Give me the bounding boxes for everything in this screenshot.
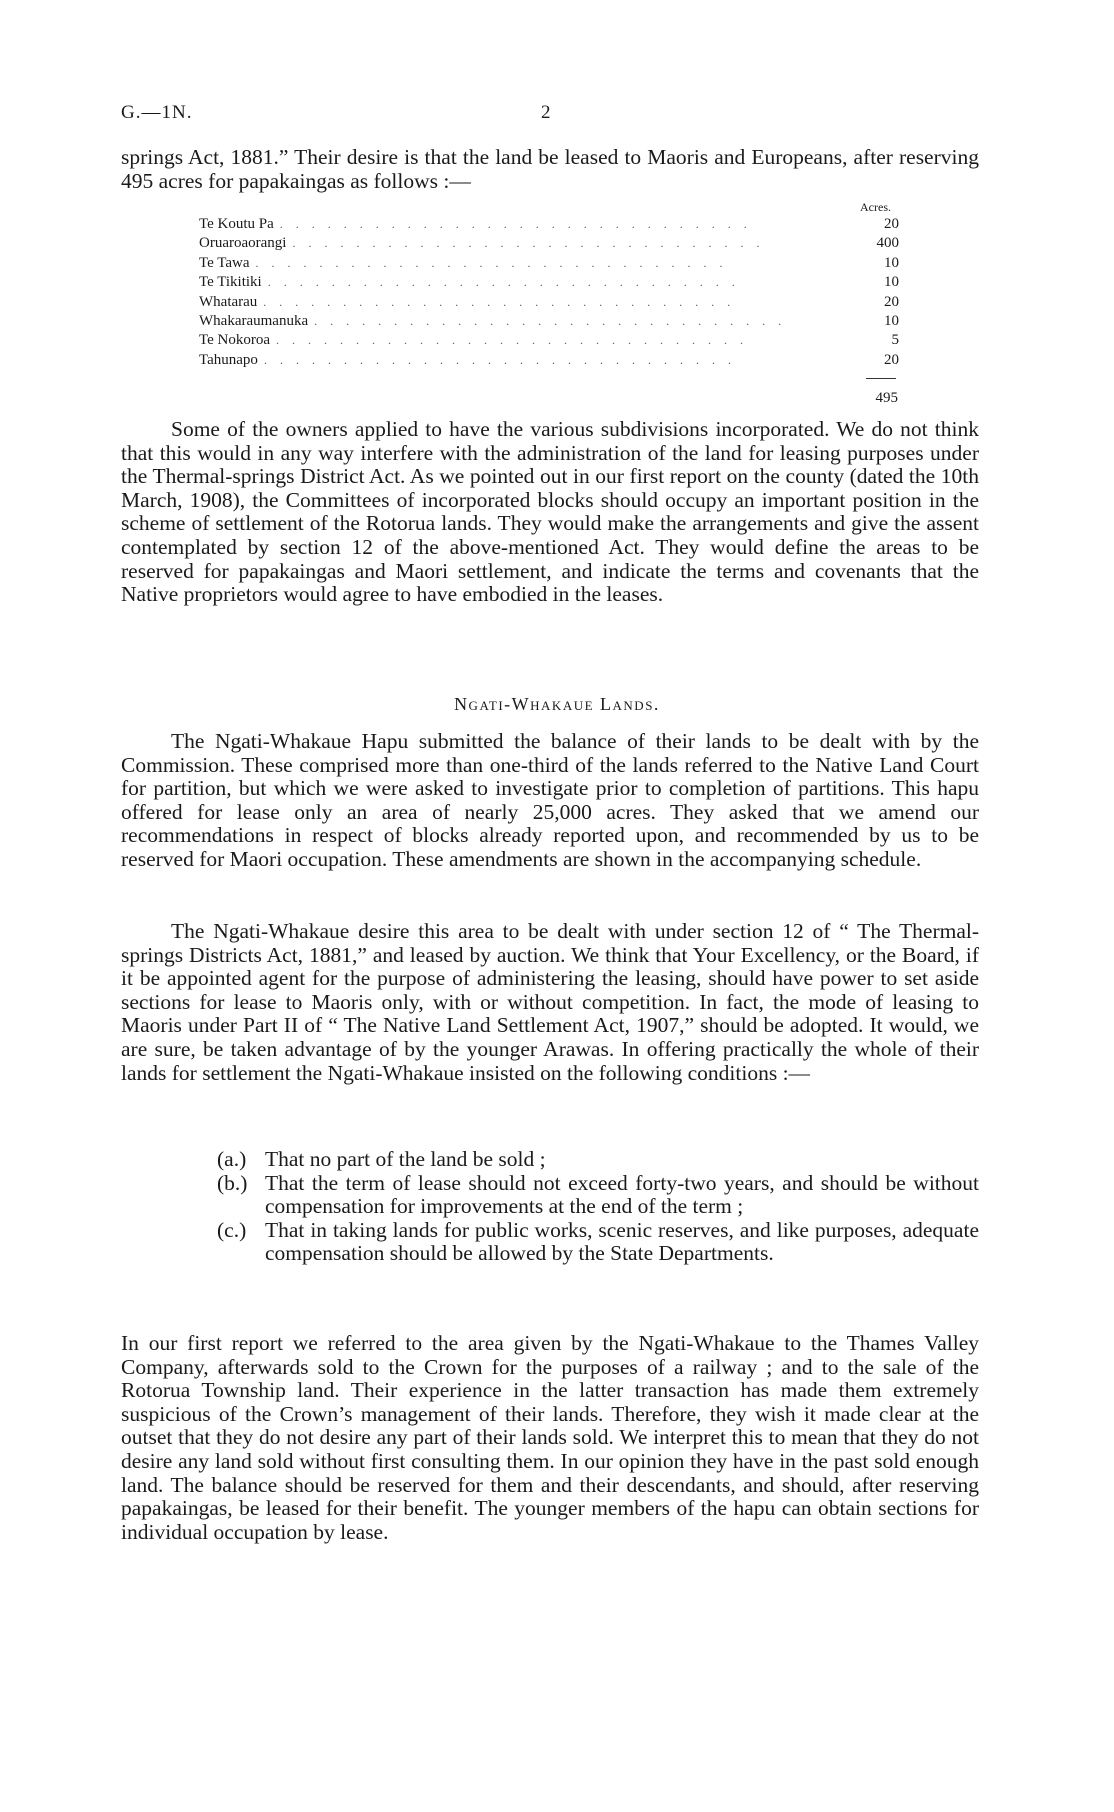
schedule-acres-value: 20 <box>884 293 899 310</box>
condition-text: That no part of the land be sold ; <box>265 1147 546 1171</box>
schedule-row <box>199 351 899 370</box>
leader-dots: . . . . . . . . . . . . . . . . . . . . . . . . . . . . . . <box>314 313 787 328</box>
paragraph-desire: The Ngati-Whakaue desire this area to be dealt with under section 12 of “ The Thermal-springs Districts Act, 1881,” and leased by auction. We think that Your Excellency, or the Board, if it be appointed agent for the purpose of administering the leasing, should have power to set aside sections for lease to Maoris only, with or without competition. In fact, the mode of leasing to Maoris under Part II of “ The Native Land Settlement Act, 1907,” should be adopted. It would, we are sure, be taken advantage of by the younger Arawas. In offering practically the whole of their lands for settlement the Ngati-Whakaue insisted on the following conditions :— <box>121 919 979 1085</box>
schedule-acres-value: 10 <box>884 312 899 329</box>
schedule-block-name: Tahunapo <box>199 351 258 368</box>
schedule-block-name: Whatarau <box>199 293 258 310</box>
page-number: 2 <box>541 102 551 123</box>
papakainga-schedule <box>199 215 899 370</box>
leader-dots: . . . . . . . . . . . . . . . . . . . . . . . . . . . . . . <box>292 236 765 251</box>
schedule-acres-value: 20 <box>884 351 899 368</box>
schedule-block-name: Te Tawa <box>199 254 250 271</box>
leader-dots: . . . . . . . . . . . . . . . . . . . . . . . . . . . . . . <box>279 217 752 231</box>
schedule-row <box>199 273 899 292</box>
schedule-acres-value: 5 <box>891 332 899 349</box>
condition-marker: (b.) <box>217 1170 248 1195</box>
paragraph-hapu: The Ngati-Whakaue Hapu submitted the balance of their lands to be dealt with by the Commission. These comprised more than one-third of the lands referred to the Native Land Court for partition, but which we were asked to investigate prior to completion of partitions. This hapu offered for lease only an area of nearly 25,000 acres. They asked that we amend our recommendations in respect of blocks already reported upon, and recommended by us to be reserved for Maori occupation. These amendments are shown in the accompanying schedule. <box>121 729 979 871</box>
schedule-block-name: Te Tikitiki <box>199 274 262 291</box>
condition-text: That in taking lands for public works, scenic reserves, and like purposes, adequate compensation should be allowed by the State Departments. <box>265 1217 979 1266</box>
schedule-row <box>199 312 899 331</box>
schedule-block-name: Te Koutu Pa <box>199 216 274 232</box>
condition-item <box>217 1148 979 1172</box>
leader-dots: . . . . . . . . . . . . . . . . . . . . . . . . . . . . . . <box>263 294 736 309</box>
schedule-row <box>199 293 899 312</box>
intro-paragraph: springs Act, 1881.” Their desire is that the land be leased to Maoris and Europeans, after reserving 495 acres for papakaingas as follows :— <box>121 145 979 193</box>
leader-dots: . . . . . . . . . . . . . . . . . . . . . . . . . . . . . . <box>267 275 740 290</box>
schedule-acres-value: 400 <box>876 235 899 252</box>
leader-dots: . . . . . . . . . . . . . . . . . . . . . . . . . . . . . . <box>255 255 728 270</box>
schedule-acres-value: 20 <box>884 216 899 232</box>
schedule-block-name: Oruaroaorangi <box>199 235 287 252</box>
conditions-list <box>217 1148 979 1266</box>
paragraph-first-report: In our first report we referred to the area given by the Ngati-Whakaue to the Thames Valley Company, afterwards sold to the Crown for the purposes of a railway ; and to the sale of the Rotorua Township land. Their experience in the latter transaction has made them extremely suspicious of the Crown’s management of their lands. Therefore, they wish it made clear at the outset that they do not desire any part of their lands sold. We interpret this to mean that they do not desire any land sold without first consulting them. In our opinion they have in the past sold enough land. The balance should be reserved for them and their descendants, and should, after reserving papakaingas, be leased for their benefit. The younger members of the hapu can obtain sections for individual occupation by lease. <box>121 1331 979 1544</box>
paragraph-incorporation: Some of the owners applied to have the various subdivisions incorporated. We do not think that this would in any way interfere with the administration of the land for leasing purposes under the Thermal-springs District Act. As we pointed out in our first report on the county (dated the 10th March, 1908), the Committees of incorporated blocks should occupy an important position in the scheme of settlement of the Rotorua lands. They would make the arrangements and give the assent contemplated by section 12 of the above-mentioned Act. They would define the areas to be reserved for papakaingas and Maori settlement, and indicate the terms and covenants that the Native proprietors would agree to have embodied in the leases. <box>121 417 979 607</box>
condition-item <box>217 1219 979 1266</box>
condition-text: That the term of lease should not exceed forty-two years, and should be without compensation for improvements at the end of the term ; <box>265 1170 979 1219</box>
schedule-row <box>199 254 899 273</box>
schedule-acres-value: 10 <box>884 274 899 291</box>
schedule-row <box>199 331 899 350</box>
schedule-row <box>199 215 899 234</box>
schedule-block-name: Te Nokoroa <box>199 332 271 349</box>
sum-rule <box>866 378 896 379</box>
section-heading: Ngati-Whakaue Lands. <box>454 694 660 714</box>
condition-item <box>217 1172 979 1219</box>
condition-marker: (c.) <box>217 1217 247 1242</box>
header-reference: G.—1N. <box>121 102 193 123</box>
schedule-row <box>199 234 899 253</box>
condition-marker: (a.) <box>217 1147 247 1171</box>
leader-dots: . . . . . . . . . . . . . . . . . . . . . . . . . . . . . . <box>276 333 749 348</box>
leader-dots: . . . . . . . . . . . . . . . . . . . . . . . . . . . . . . <box>263 352 736 367</box>
schedule-block-name: Whakaraumanuka <box>199 312 309 329</box>
schedule-acres-value: 10 <box>884 254 899 271</box>
acres-column-heading: Acres. <box>860 200 891 214</box>
schedule-total: 495 <box>875 390 898 406</box>
